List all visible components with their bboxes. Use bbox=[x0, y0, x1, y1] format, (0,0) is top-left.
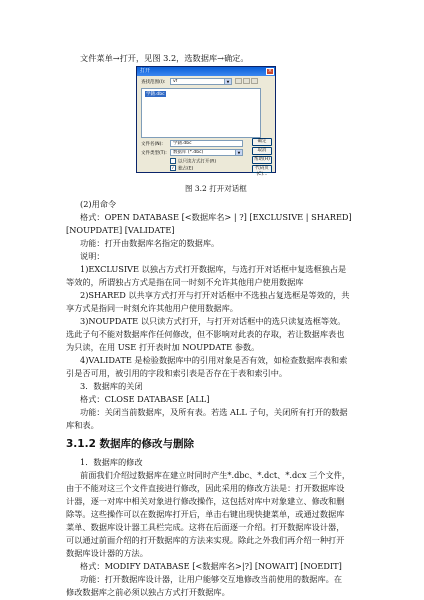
text-line: 功能：打开数据库设计器，让用户能够交互地修改当前使用的数据库。在 bbox=[80, 574, 343, 584]
text-line: 计器，逐一对库中相关对象进行修改操作，这包括对库中对象建立、修改和删 bbox=[66, 496, 345, 506]
text-line: 修改数据库之前必须以独占方式打开数据库。 bbox=[66, 587, 230, 597]
text-line: 说明： bbox=[80, 251, 105, 261]
readonly-label: 以只读方式打开(R) bbox=[178, 159, 217, 165]
cancel-button[interactable]: 取消 bbox=[252, 147, 272, 155]
ok-button[interactable]: 确定 bbox=[252, 138, 272, 146]
filename-label: 文件名(N): bbox=[141, 142, 163, 147]
text-line: 4)VALIDATE 是检验数据库中的引用对象是否有效，如检查数据库表和索 bbox=[80, 355, 348, 365]
exclusive-label: 独占(E) bbox=[178, 166, 194, 172]
text-line: [NOUPDATE] [VALIDATE] bbox=[66, 225, 175, 235]
exclusive-checkbox[interactable] bbox=[170, 165, 193, 172]
chevron-down-icon: ▼ bbox=[224, 79, 231, 84]
text-line: 由于不能对这三个文件直接进行修改，因此采用的修改方法是：打开数据库设 bbox=[66, 483, 345, 493]
text-line: 1．数据库的修改 bbox=[80, 457, 143, 467]
readonly-checkbox[interactable] bbox=[170, 158, 216, 165]
text-line: 格式：OPEN DATABASE [<数据库名> | ?] [EXCLUSIVE | SHARED] bbox=[80, 212, 352, 222]
text-line: 可以通过前面介绍的打开数据库的方法来实现。除此之外我们再介绍一种打开 bbox=[66, 535, 345, 545]
text-line: 享方式是指同一时刻允许其他用户使用数据库。 bbox=[66, 303, 238, 313]
filetype-value: 数据库 (*.dbc) bbox=[173, 150, 204, 155]
text-line: 菜单、数据库设计器工具栏完成。这将在后面逐一介绍。打开数据库设计器， bbox=[66, 522, 345, 532]
text-line: 2)SHARED 以共享方式打开与打开对话框中不选独占复选框是等效的，共 bbox=[80, 290, 350, 300]
file-list[interactable] bbox=[141, 88, 261, 138]
text-line: 3)NOUPDATE 以只读方式打开，与打开对话框中的选只读复选框等效。 bbox=[80, 316, 346, 326]
up-folder-icon[interactable] bbox=[235, 78, 242, 84]
text-line: 为只读，在用 USE 打开表时加 NOUPDATE 参数。 bbox=[66, 342, 260, 352]
chevron-down-icon: ▼ bbox=[235, 150, 242, 155]
text-line: (2)用命令 bbox=[80, 199, 117, 209]
dialog-title-bar bbox=[137, 67, 275, 76]
filetype-label: 文件类型(T): bbox=[141, 151, 167, 156]
help-button[interactable]: 帮助(H) bbox=[252, 156, 272, 164]
file-list-item[interactable]: 学籍.dbc bbox=[146, 92, 165, 97]
text-line: 前面我们介绍过数据库在建立时同时产生*.dbc、*.dct、*.dcx 三个文件， bbox=[80, 470, 351, 480]
checkbox-box bbox=[170, 158, 176, 164]
text-line: 功能：关闭当前数据库，及所有表。若选 ALL 子句，关闭所有打开的数据 bbox=[80, 407, 348, 417]
section-heading: 3.1.2 数据库的修改与删除 bbox=[66, 438, 195, 450]
close-icon[interactable]: × bbox=[267, 68, 273, 74]
look-in-select[interactable] bbox=[170, 78, 232, 85]
code-page-button[interactable]: 代码页(C)... bbox=[252, 165, 272, 173]
text-line: 引是否可用，被引用的字段和索引表是否存在于表和索引中。 bbox=[66, 368, 288, 378]
text-line: 等效的，所谓独占方式是指在同一时刻不允许其他用户使用数据库 bbox=[66, 277, 304, 287]
filename-input[interactable] bbox=[170, 140, 243, 147]
text-line: 格式：CLOSE DATABASE [ALL] bbox=[80, 394, 210, 404]
dialog-title: 打开 bbox=[140, 68, 151, 74]
text-line: 功能：打开由数据库名指定的数据库。 bbox=[80, 238, 220, 248]
text-line: 1)EXCLUSIVE 以独占方式打开数据库，与选打开对话框中复选框独占是 bbox=[80, 264, 347, 274]
filename-value: 学籍.dbc bbox=[173, 141, 192, 146]
text-line: 除等。这些操作可以在数据库打开后，单击右键出现快捷菜单，或通过数据库 bbox=[66, 509, 345, 519]
text-line: 格式：MODIFY DATABASE [<数据库名>|?] [NOWAIT] [NOEDIT] bbox=[80, 561, 342, 571]
text-line: 数据库设计器的方法。 bbox=[66, 548, 148, 558]
text-line: 库和表。 bbox=[66, 420, 99, 430]
figure-caption: 图 3.2 打开对话框 bbox=[185, 184, 247, 193]
look-in-value: vf bbox=[173, 79, 178, 84]
look-in-label: 查找范围(I): bbox=[141, 80, 166, 85]
new-folder-icon[interactable] bbox=[243, 78, 250, 84]
view-menu-icon[interactable] bbox=[251, 78, 258, 84]
open-dialog bbox=[136, 66, 276, 177]
text-line: 3．数据库的关闭 bbox=[80, 381, 143, 391]
text-line: 选此子句不能对数据库作任何修改，但不影响对此表的存取，若让数据库表也 bbox=[66, 329, 345, 339]
filetype-select[interactable] bbox=[170, 149, 243, 156]
check-icon: ✓ bbox=[171, 165, 175, 170]
intro-line: 文件菜单→打开，见图 3.2，选数据库→确定。 bbox=[80, 53, 249, 63]
